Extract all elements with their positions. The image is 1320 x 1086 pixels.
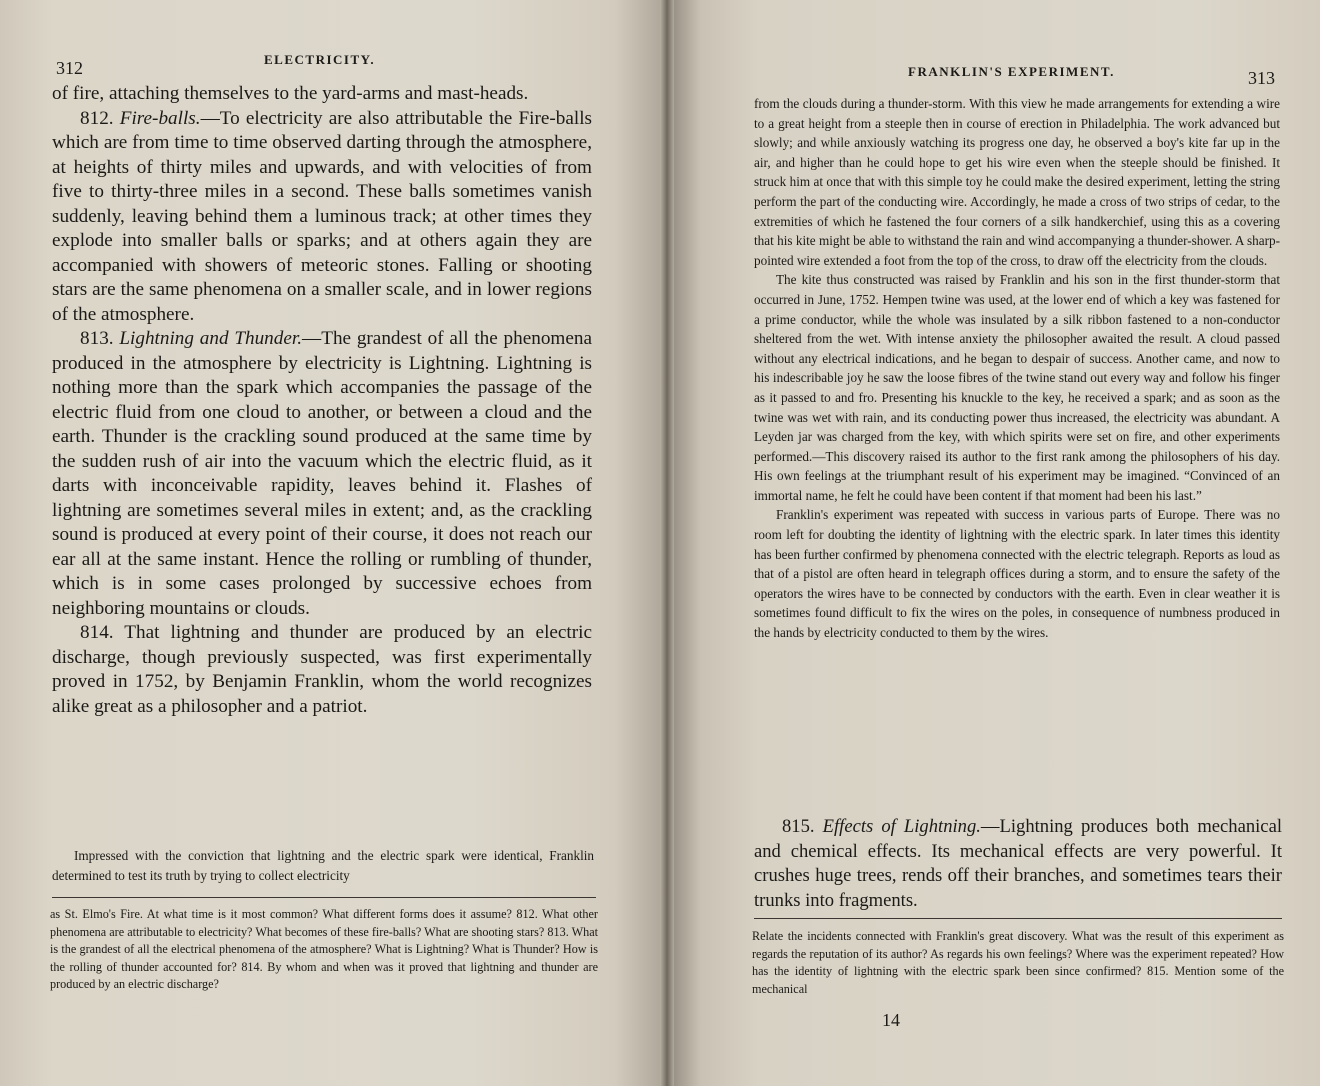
main-text-right [754, 815, 1282, 913]
questions-left: as St. Elmo's Fire. At what time is it most common? What different forms does it assume? 812. What other phenomena are attributable to electricity? What becomes of these fire-balls? What are shooting stars? 813. What is the grandest of all the electrical phenomena of the atmosphere? What is Lightning? What is Thunder? How is the rolling of thunder accounted for? 814. By whom and when was it proved that lightning and thunder are produced by an electric discharge? [50, 907, 598, 991]
signature-mark: 14 [882, 1010, 900, 1030]
questions-right: Relate the incidents connected with Franklin's great discovery. What was the result of this experiment as regards the reputation of its author? As regards his own feelings? Where was the experiment repeated? How has the identity of lightning with the electric spark been since confirmed? 815. Mention some of the mechanical [752, 929, 1284, 996]
small-paragraph-left: Impressed with the conviction that lightning and the electric spark were identical, Franklin determined to test its truth by trying to collect electricity [52, 848, 594, 883]
section-813-title: Lightning and Thunder. [119, 328, 303, 349]
section-815: 815. Effects of Lightning.—Lightning produces both mechanical and chemical effects. Its mechanical effects are very powerful. It crushes huge trees, rends off their branches, and sometimes tears their trunks into fragments. [754, 816, 1282, 911]
continuation-paragraph: of fire, attaching themselves to the yard-arms and mast-heads. [52, 83, 529, 104]
section-812-title: Fire-balls. [119, 107, 201, 129]
section-813: 813. Lightning and Thunder.—The grandest of all the phenomena produced in the atmosphere by electricity is Lightning. Lightning is nothing more than the spark which accompanies the passage of the electric fluid from one cloud to another, or between a cloud and the earth. Thunder is the crackling sound produced at the same time by the sudden rush of air into the vacuum which the electric fluid, as it darts with inconceivable rapidity, leaves behind it. Flashes of lightning are sometimes several miles in extent; and, as the crackling sound is produced at every point of their course, it does not reach our ear all at the same instant. Hence the rolling or rumbling of thunder, which is in some cases prolonged by successive echoes from neighboring mountains or clouds. [52, 328, 592, 619]
page-number-right: 313 [1248, 68, 1275, 88]
section-812: 812. Fire-balls.—To electricity are also attributable the Fire-balls which are from time to time observed darting through the atmosphere, at heights of thirty miles and upwards, and with velocities of from five to thirty-three miles in a second. These balls sometimes vanish suddenly, leaving behind them a luminous track; at other times they explode into smaller balls or sparks; and at others again they are accompanied with showers of meteoric stones. Falling or shooting stars are the same phenomena on a smaller scale, and in lower regions of the atmosphere. [52, 107, 593, 325]
running-head-right: FRANKLIN'S EXPERIMENT. [908, 64, 1115, 79]
book-gutter [660, 0, 674, 1086]
main-text-left [52, 82, 592, 719]
footnote-rule-left [52, 897, 596, 898]
right-page [668, 0, 1320, 1086]
small-text-right [754, 94, 1280, 643]
paragraph-3: Franklin's experiment was repeated with success in various parts of Europe. There was no room left for doubting the identity of lightning with the electric spark. In later times this identity has been further confirmed by phenomena connected with the electric telegraph. Reports as loud as that of a pistol are often heard in telegraph offices during a storm, and to ensure the safety of the operators the wires have to be connected by conductors with the earth. Even in clear weather it is sometimes found difficult to fix the wires on the poles, in consequence of numbness produced in the hands by electricity conducted to them by the wires. [754, 507, 1280, 641]
page-number-left: 312 [56, 58, 83, 78]
footnote-rule-right [754, 918, 1282, 919]
section-814: 814. That lightning and thunder are produced by an electric discharge, though previously suspected, was first experimentally proved in 1752, by Benjamin Franklin, whom the world recognizes alike great as a philosopher and a patriot. [52, 622, 592, 717]
section-815-title: Effects of Lightning. [822, 816, 981, 837]
paragraph-1: from the clouds during a thunder-storm. With this view he made arrangements for extending a wire to a great height from a steeple then in course of erection in Philadelphia. The work advanced but slowly; and while anxiously watching its progress one day, he observed a boy's kite far up in the air, and higher than he could hope to get his wire even when the steeple should be finished. It struck him at once that with this simple toy he could make the desired experiment, letting the string perform the part of the conducting wire. Accordingly, he made a cross of two strips of cedar, to the extremities of which he fastened the four corners of a silk handkerchief, using this as a covering that his kite might be able to withstand the rain and wind accompanying a thunder-shower. A sharp-pointed wire extended a foot from the top of the cross, to draw off the electricity from the clouds. [754, 96, 1280, 268]
paragraph-2: The kite thus constructed was raised by Franklin and his son in the first thunder-storm that occurred in June, 1752. Hempen twine was used, at the lower end of which a key was fastened for a prime conductor, while the whole was insulated by a silk ribbon fastened to a non-conductor sheltered from the wet. With intense anxiety the philosopher awaited the result. A cloud passed without any electrical indications, and he began to despair of success. Another came, and now to his indescribable joy he saw the loose fibres of the twine stand out every way and follow his finger as it passed to and fro. Presenting his knuckle to the key, he received a spark; and as soon as the twine was wet with rain, and its conducting power thus increased, the electricity was abundant. A Leyden jar was charged from the key, with which spirits were set on fire, and other experiments performed.—This discovery raised its author to the first rank among the philosophers of his day. His own feelings at the triumphant result of his experiment may be imagined. “Convinced of an immortal name, he felt he could have been content if that moment had been his last.” [754, 272, 1280, 503]
running-head-left: ELECTRICITY. [264, 52, 376, 67]
small-text-left [52, 846, 594, 885]
